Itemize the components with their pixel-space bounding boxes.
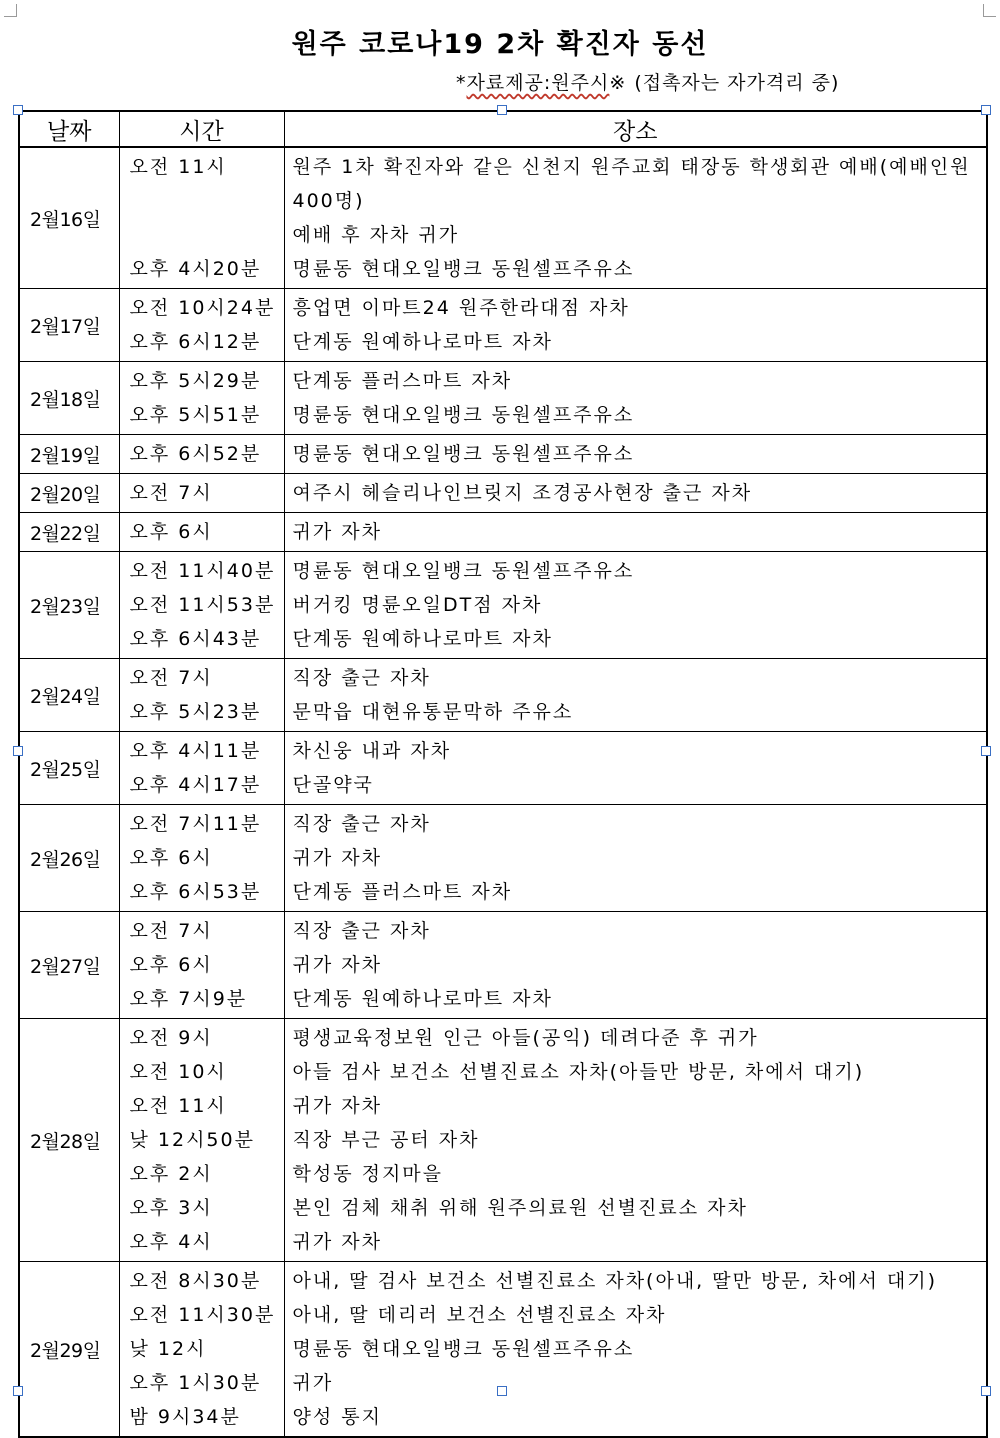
resize-handle[interactable] bbox=[13, 1386, 23, 1396]
time-entry: 오전 7시 bbox=[129, 667, 213, 689]
time-entry: 오전 11시 bbox=[129, 156, 227, 178]
time-cell bbox=[119, 513, 284, 552]
page-corner-mark bbox=[4, 4, 17, 17]
time-entry: 밤 9시34분 bbox=[129, 1406, 241, 1428]
time-entry: 오전 7시11분 bbox=[129, 813, 262, 835]
place-cell bbox=[284, 659, 987, 732]
place-cell bbox=[284, 732, 987, 805]
table-row bbox=[19, 147, 987, 289]
time-entry: 오후 4시17분 bbox=[129, 774, 262, 796]
time-cell bbox=[119, 1262, 284, 1438]
date-cell: 2월23일 bbox=[19, 552, 119, 659]
place-cell bbox=[284, 805, 987, 912]
place-entry: 단골약국 bbox=[292, 774, 374, 796]
place-entry: 귀가 자차 bbox=[292, 521, 382, 543]
time-cell bbox=[119, 362, 284, 435]
place-entry: 원주 1차 확진자와 같은 신천지 원주교회 태장동 학생회관 예배(예배인원 400명) bbox=[292, 156, 971, 212]
date-cell: 2월19일 bbox=[19, 435, 119, 474]
time-entry: 오전 11시30분 bbox=[129, 1304, 276, 1326]
table-row bbox=[19, 912, 987, 1019]
table-body bbox=[19, 147, 987, 1437]
date-cell: 2월16일 bbox=[19, 147, 119, 289]
time-entry: 오후 6시 bbox=[129, 521, 213, 543]
place-cell bbox=[284, 912, 987, 1019]
place-entry: 아내, 딸 검사 보건소 선별진료소 자차(아내, 딸만 방문, 차에서 대기) bbox=[292, 1270, 938, 1292]
place-entry: 명륜동 현대오일뱅크 동원셀프주유소 bbox=[292, 404, 635, 426]
source-line bbox=[456, 68, 839, 95]
resize-handle[interactable] bbox=[497, 1386, 507, 1396]
time-entry: 오후 7시9분 bbox=[129, 988, 248, 1010]
time-entry: 오전 7시 bbox=[129, 482, 213, 504]
place-cell bbox=[284, 1262, 987, 1438]
page-corner-mark bbox=[983, 4, 996, 17]
time-entry: 오전 10시24분 bbox=[129, 297, 276, 319]
place-entry: 명륜동 현대오일뱅크 동원셀프주유소 bbox=[292, 443, 635, 465]
source-note: (접촉자는 자가격리 중) bbox=[634, 72, 840, 94]
time-cell bbox=[119, 147, 284, 289]
place-entry: 명륜동 현대오일뱅크 동원셀프주유소 bbox=[292, 560, 635, 582]
time-entry: 오후 6시 bbox=[129, 847, 213, 869]
place-entry: 직장 출근 자차 bbox=[292, 667, 431, 689]
time-entry: 오후 6시43분 bbox=[129, 628, 262, 650]
time-entry: 낮 12시 bbox=[129, 1338, 207, 1360]
table-row bbox=[19, 552, 987, 659]
resize-handle[interactable] bbox=[981, 746, 991, 756]
place-entry: 흥업면 이마트24 원주한라대점 자차 bbox=[292, 297, 630, 319]
resize-handle[interactable] bbox=[981, 105, 991, 115]
table-row bbox=[19, 289, 987, 362]
header-date: 날짜 bbox=[19, 111, 119, 147]
place-cell bbox=[284, 147, 987, 289]
time-entry: 오전 11시 bbox=[129, 1095, 227, 1117]
time-cell bbox=[119, 805, 284, 912]
date-cell: 2월26일 bbox=[19, 805, 119, 912]
place-entry: 본인 검체 채취 위해 원주의료원 선별진료소 자차 bbox=[292, 1197, 748, 1219]
date-cell: 2월22일 bbox=[19, 513, 119, 552]
place-cell bbox=[284, 289, 987, 362]
place-entry: 평생교육정보원 인근 아들(공익) 데려다준 후 귀가 bbox=[292, 1027, 759, 1049]
time-entry: 오후 6시52분 bbox=[129, 443, 262, 465]
table-row bbox=[19, 732, 987, 805]
time-cell bbox=[119, 912, 284, 1019]
table-row bbox=[19, 513, 987, 552]
time-entry: 오전 10시 bbox=[129, 1061, 227, 1083]
table-row bbox=[19, 1262, 987, 1438]
place-entry: 명륜동 현대오일뱅크 동원셀프주유소 bbox=[292, 1338, 635, 1360]
place-entry: 단계동 원예하나로마트 자차 bbox=[292, 331, 553, 353]
place-entry: 직장 출근 자차 bbox=[292, 813, 431, 835]
source-prefix: * bbox=[456, 72, 467, 94]
place-entry: 단계동 플러스마트 자차 bbox=[292, 881, 513, 903]
time-cell bbox=[119, 435, 284, 474]
place-entry: 귀가 자차 bbox=[292, 954, 382, 976]
time-entry: 오후 4시 bbox=[129, 1231, 213, 1253]
time-entry: 오전 11시40분 bbox=[129, 560, 276, 582]
place-entry: 차신웅 내과 자차 bbox=[292, 740, 452, 762]
time-entry: 오후 1시30분 bbox=[129, 1372, 262, 1394]
date-cell: 2월27일 bbox=[19, 912, 119, 1019]
place-entry: 귀가 bbox=[292, 1372, 334, 1394]
place-entry: 아들 검사 보건소 선별진료소 자차(아들만 방문, 차에서 대기) bbox=[292, 1061, 865, 1083]
source-label: 자료제공:원주시 bbox=[466, 72, 610, 94]
place-cell bbox=[284, 1019, 987, 1262]
table-header-row bbox=[19, 111, 987, 147]
place-entry: 귀가 자차 bbox=[292, 1231, 382, 1253]
date-cell: 2월20일 bbox=[19, 474, 119, 513]
time-entry: 오전 11시53분 bbox=[129, 594, 276, 616]
resize-handle[interactable] bbox=[13, 746, 23, 756]
route-table bbox=[18, 110, 988, 1438]
resize-handle[interactable] bbox=[981, 1386, 991, 1396]
date-cell: 2월18일 bbox=[19, 362, 119, 435]
header-place: 장소 bbox=[284, 111, 987, 147]
time-entry: 오전 9시 bbox=[129, 1027, 213, 1049]
time-entry: 낮 12시50분 bbox=[129, 1129, 255, 1151]
table-row bbox=[19, 474, 987, 513]
place-entry: 명륜동 현대오일뱅크 동원셀프주유소 bbox=[292, 258, 635, 280]
place-cell bbox=[284, 435, 987, 474]
date-cell: 2월28일 bbox=[19, 1019, 119, 1262]
header-time: 시간 bbox=[119, 111, 284, 147]
date-cell: 2월25일 bbox=[19, 732, 119, 805]
date-cell: 2월24일 bbox=[19, 659, 119, 732]
place-entry: 직장 출근 자차 bbox=[292, 920, 431, 942]
time-entry: 오전 7시 bbox=[129, 920, 213, 942]
place-entry: 문막읍 대현유통문막하 주유소 bbox=[292, 701, 574, 723]
time-entry: 오전 8시30분 bbox=[129, 1270, 262, 1292]
place-entry: 여주시 헤슬리나인브릿지 조경공사현장 출근 자차 bbox=[292, 482, 753, 504]
time-entry: 오후 4시20분 bbox=[129, 258, 262, 280]
place-entry: 학성동 정지마을 bbox=[292, 1163, 444, 1185]
place-cell bbox=[284, 474, 987, 513]
place-entry: 단계동 원예하나로마트 자차 bbox=[292, 988, 553, 1010]
time-cell bbox=[119, 659, 284, 732]
time-entry: 오후 6시53분 bbox=[129, 881, 262, 903]
date-cell: 2월17일 bbox=[19, 289, 119, 362]
place-cell bbox=[284, 513, 987, 552]
date-cell: 2월29일 bbox=[19, 1262, 119, 1438]
document-title: 원주 코로나19 2차 확진자 동선 bbox=[291, 29, 709, 60]
time-entry: 오후 4시11분 bbox=[129, 740, 262, 762]
table-row bbox=[19, 362, 987, 435]
table-row bbox=[19, 805, 987, 912]
time-cell bbox=[119, 289, 284, 362]
time-cell bbox=[119, 732, 284, 805]
place-entry: 단계동 플러스마트 자차 bbox=[292, 370, 513, 392]
time-entry: 오후 5시23분 bbox=[129, 701, 262, 723]
time-cell bbox=[119, 552, 284, 659]
resize-handle[interactable] bbox=[497, 105, 507, 115]
time-cell bbox=[119, 474, 284, 513]
time-entry: 오후 2시 bbox=[129, 1163, 213, 1185]
place-cell bbox=[284, 362, 987, 435]
place-entry: 양성 통지 bbox=[292, 1406, 382, 1428]
time-entry: 오후 6시12분 bbox=[129, 331, 262, 353]
place-entry: 단계동 원예하나로마트 자차 bbox=[292, 628, 553, 650]
time-entry bbox=[130, 218, 284, 252]
source-mark: ※ bbox=[609, 72, 627, 94]
place-entry: 귀가 자차 bbox=[292, 1095, 382, 1117]
time-entry: 오후 6시 bbox=[129, 954, 213, 976]
time-entry bbox=[130, 184, 284, 218]
place-entry: 예배 후 자차 귀가 bbox=[292, 224, 460, 246]
place-entry: 직장 부근 공터 자차 bbox=[292, 1129, 480, 1151]
time-cell bbox=[119, 1019, 284, 1262]
time-entry: 오후 5시29분 bbox=[129, 370, 262, 392]
place-cell bbox=[284, 552, 987, 659]
table-row bbox=[19, 1019, 987, 1262]
place-entry: 버거킹 명륜오일DT점 자차 bbox=[292, 594, 543, 616]
table-row bbox=[19, 435, 987, 474]
table-row bbox=[19, 659, 987, 732]
time-entry: 오후 5시51분 bbox=[129, 404, 262, 426]
place-entry: 아내, 딸 데리러 보건소 선별진료소 자차 bbox=[292, 1304, 667, 1326]
time-entry: 오후 3시 bbox=[129, 1197, 213, 1219]
place-entry: 귀가 자차 bbox=[292, 847, 382, 869]
resize-handle[interactable] bbox=[13, 105, 23, 115]
